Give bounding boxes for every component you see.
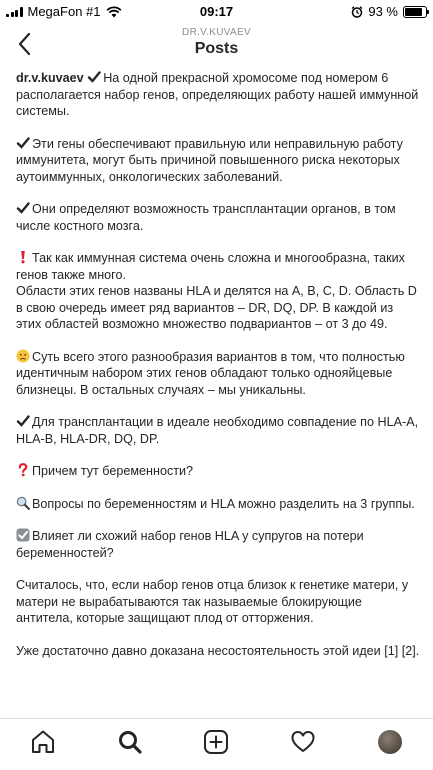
search-icon (117, 729, 143, 755)
battery-icon (403, 6, 427, 18)
heart-icon (290, 729, 316, 755)
checkbox-icon (16, 528, 30, 542)
caption-paragraph: Причем тут беременности? (16, 463, 420, 480)
account-name: DR.V.KUVAEV (182, 27, 251, 38)
caption-paragraph: dr.v.kuvaev На одной прекрасной хромосоме под номером 6 располагается набор генов, определяющих работу нашей иммунной системы. (16, 71, 419, 118)
tab-bar (0, 718, 433, 770)
check-mark-icon (87, 70, 101, 84)
caption-paragraph: Эти гены обеспечивают правильную или неправильную работу иммунитета, могут быть причиной повышенного риска некоторых аутоиммунных, онкологических заболеваний. (16, 136, 403, 184)
exclamation-icon (16, 250, 30, 264)
carrier-name: MegaFon #1 (27, 4, 101, 19)
question-icon (16, 463, 30, 477)
caption-paragraph: Уже достаточно давно доказана несостоятельность этой идеи [1] [2]. (16, 643, 420, 658)
check-mark-icon (16, 414, 30, 428)
tab-profile[interactable] (375, 727, 405, 757)
caption-paragraph: Суть всего этого разнообразия вариантов в том, что полностью идентичным набором этих генов обладают только однояйцевые близнецы. В остальных случаях – мы уникальны. (16, 349, 405, 397)
caption-paragraph: Вопросы по беременностям и HLA можно разделить на 3 группы. (16, 496, 420, 513)
magnifier-icon (16, 496, 30, 510)
clock: 09:17 (199, 4, 234, 19)
sad-face-icon (16, 349, 30, 363)
caption-paragraph: Для трансплантации в идеале необходимо совпадение по HLA-A, HLA-B, HLA-DR, DQ, DP. (16, 415, 419, 446)
caption-paragraph: Влияет ли схожий набор генов HLA у супругов на потери беременностей? (16, 529, 364, 560)
profile-avatar (378, 730, 402, 754)
new-post-icon (203, 729, 229, 755)
battery-percent: 93 % (368, 4, 398, 19)
check-mark-icon (16, 136, 30, 150)
tab-activity[interactable] (288, 727, 318, 757)
alarm-icon (351, 6, 363, 18)
tab-home[interactable] (28, 727, 58, 757)
tab-search[interactable] (115, 727, 145, 757)
status-bar (0, 0, 433, 24)
header (0, 24, 433, 64)
caption-paragraph: Они определяют возможность трансплантации органов, в том числе костного мозга. (16, 202, 396, 233)
caption-paragraph: Так как иммунная система очень сложна и многообразна, таких генов также много. Области этих генов названы HLA и делятся на A, B, C, D. Область D в свою очередь имеет ряд вариантов – DR, DQ, DP. В каждой из этих областей возможно множество подвариантов – от 3 до 49. (16, 251, 417, 331)
page-title: Posts (194, 40, 239, 57)
post-caption (16, 70, 420, 675)
check-mark-icon (16, 201, 30, 215)
home-icon (30, 729, 56, 755)
tab-new-post[interactable] (201, 727, 231, 757)
caption-paragraph: Считалось, что, если набор генов отца близок к генетике матери, у матери не вырабатываются так называемые блокирующие антитела, которые защищают плод от отторжения. (16, 578, 409, 625)
username-link[interactable]: dr.v.kuvaev (16, 71, 84, 85)
